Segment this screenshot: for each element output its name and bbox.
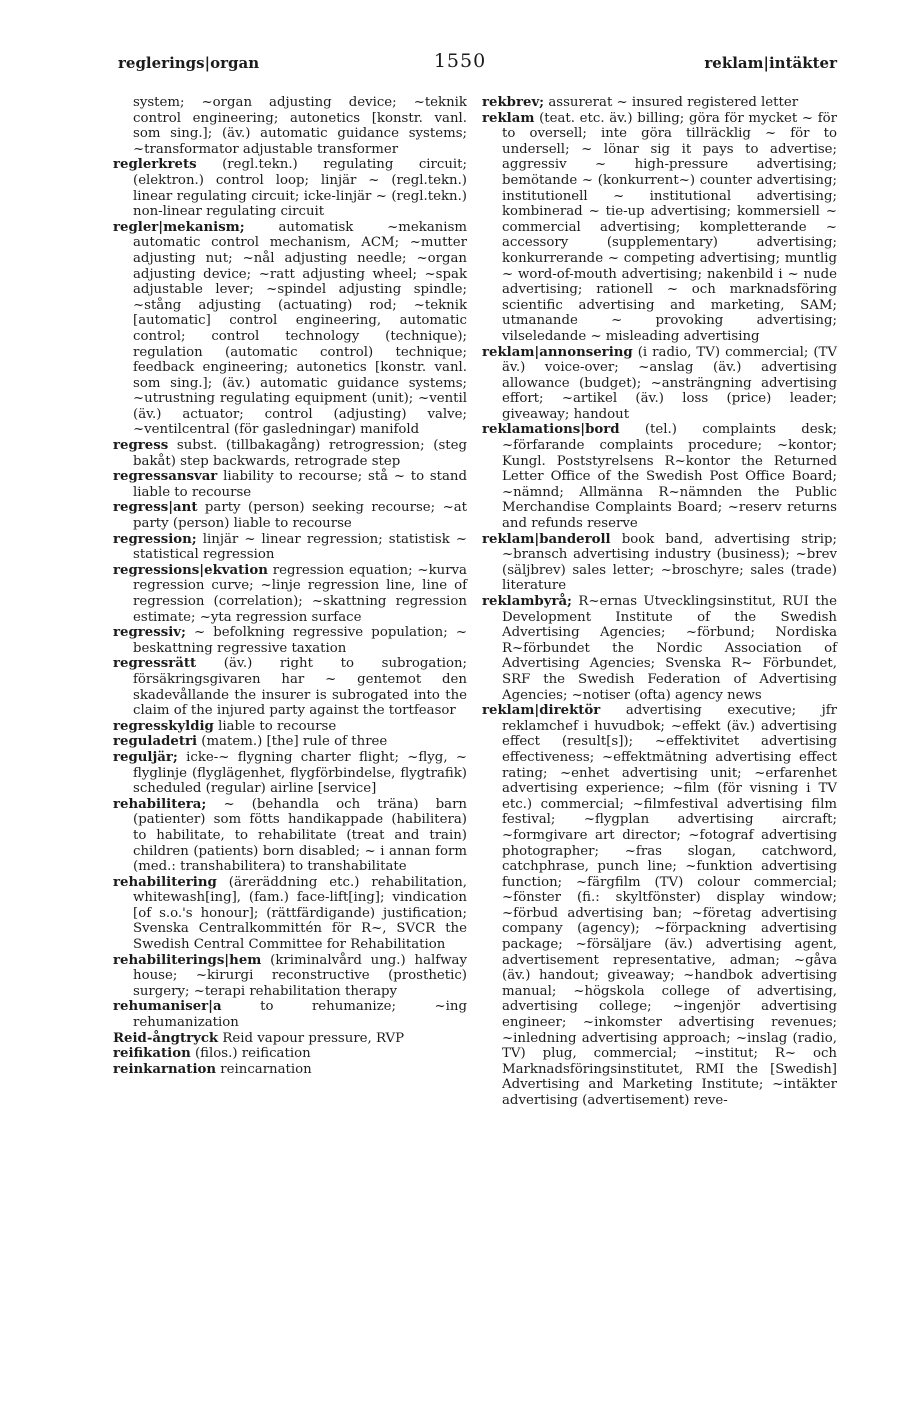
dictionary-entry	[482, 594, 837, 703]
dictionary-entry	[113, 95, 467, 157]
dictionary-entry	[482, 532, 837, 594]
dictionary-entry	[113, 750, 467, 797]
entry-text: (kriminalvård ung.) halfway house; ~kirurgi reconstructive (prosthetic) surgery; ~terapi rehabilitation therapy	[133, 952, 467, 999]
right-column	[482, 95, 837, 1109]
entry-text: party (person) seeking recourse; ~at party (person) liable to recourse	[133, 500, 467, 532]
entry-headword: regress|ant	[113, 500, 198, 516]
entry-text: book band, advertising strip; ~bransch advertising industry (business); ~brev (säljbrev) sales letter; ~broschyre; sales (trade) literature	[502, 531, 837, 594]
entry-headword: rehabilitera;	[113, 796, 207, 812]
entry-text: regression equation; ~kurva regression curve; ~linje regression line, line of regression (correlation); ~skattning regression estimate; ~yta regression surface	[133, 562, 467, 625]
dictionary-entry	[113, 220, 467, 438]
entry-text: advertising executive; jfr reklamchef i huvudbok; ~effekt (äv.) advertising effect (result[s]); ~effektivitet advertising effectiveness; ~effektmätning advertising effect rating; ~enhet advertising unit; ~erfarenhet advertising experience; ~film (för visning i TV etc.) commercial; ~filmfestival advertising film festival; ~flygplan advertising aircraft; ~formgivare art director; ~fotograf advertising photographer; ~fras slogan, catchword, catchphrase, punch line; ~funktion advertising function; ~färgfilm (TV) colour commercial; ~fönster (fi.: skyltfönster) display window; ~förbud advertising ban; ~företag advertising company (agency); ~förpackning advertising package; ~försäljare (äv.) advertising agent, advertisement representative, adman; ~gåva (äv.) handout; giveaway; ~handbok advertising manual; ~högskola college of advertising, advertising college; ~ingenjör advertising engineer; ~inkomster advertising revenues; ~inledning advertising approach; ~inslag (radio, TV) plug, commercial; ~institut; R~ och Marknadsföringsinstitutet, RMI the [Swedish] Advertising and Marketing Institute; ~intäkter advertising (advertisement) reve-	[502, 703, 837, 1108]
entry-headword: reklamations|bord	[482, 422, 620, 438]
entry-text: (filos.) reification	[194, 1046, 311, 1062]
dictionary-entry	[113, 719, 467, 735]
entry-headword: rehumaniser|a	[113, 999, 222, 1015]
entry-headword: regressiv;	[113, 625, 186, 641]
entry-text: to rehumanize; ~ing rehumanization	[133, 999, 467, 1031]
dictionary-entry	[482, 703, 837, 1108]
dictionary-entry	[113, 438, 467, 469]
entry-headword: reguladetri	[113, 734, 198, 750]
entry-text: R~ernas Utvecklingsinstitut, RUI the Development Institute of the Swedish Advertising Agencies; ~förbund; Nordiska R~förbundet the Nordic Association of Advertising Agencies; Svenska R~ Förbundet, SRF the Swedish Federation of Advertising Agencies; ~notiser (ofta) agency news	[502, 594, 837, 703]
entry-headword: reklam	[482, 110, 535, 126]
entry-text: ~ (behandla och träna) barn (patienter) som fötts handikappade (habilitera) to habilitate, to rehabilitate (treat and train) children (patients) born disabled; ~ i annan form (med.: transhabilitera) to transhabilitate	[133, 796, 467, 875]
entry-headword: rehabiliterings|hem	[113, 952, 262, 968]
entry-text: subst. (tillbakagång) retrogression; (steg bakåt) step backwards, retrograde step	[133, 438, 467, 469]
entry-headword: reinkarnation	[113, 1061, 217, 1077]
entry-headword: rekbrev;	[482, 95, 545, 110]
running-head-right: reklam|intäkter	[704, 54, 837, 72]
entry-headword: regressansvar	[113, 469, 218, 485]
page-number: 1550	[433, 50, 487, 72]
dictionary-entry	[113, 875, 467, 953]
entry-text: system; ~organ adjusting device; ~teknik control engineering; autonetics [konstr. vanl. som sing.]; (äv.) automatic guidance systems; ~transformator adjustable transformer	[133, 95, 467, 157]
dictionary-entry	[113, 656, 467, 718]
dictionary-entry	[113, 500, 467, 531]
dictionary-entry	[113, 532, 467, 563]
entry-headword: reklambyrå;	[482, 594, 572, 609]
entry-text: icke-~ flygning charter flight; ~flyg, ~ flyglinje (flyglägenhet, flygförbindelse, flygtrafik) scheduled (regular) airline [service]	[133, 749, 467, 797]
entry-text: (äv.) right to subrogation; försäkringsgivaren har ~ gentemot den skadevållande the insurer is subrogated into the claim of the injured party against the tortfeasor	[133, 656, 467, 719]
entry-headword: regressrätt	[113, 656, 197, 672]
left-column	[113, 95, 467, 1077]
entry-text: liability to recourse; stå ~ to stand liable to recourse	[133, 469, 467, 500]
entry-headword: regressions|ekvation	[113, 562, 268, 578]
entry-headword: reklam|banderoll	[482, 531, 611, 547]
entry-headword: regresskyldig	[113, 718, 214, 734]
dictionary-entry	[113, 1031, 467, 1047]
entry-text: liable to recourse	[218, 718, 337, 734]
entry-headword: reklam|direktör	[482, 703, 601, 719]
entry-text: assurerat ~ insured registered letter	[548, 95, 799, 110]
dictionary-entry	[482, 95, 837, 111]
dictionary-entry	[113, 797, 467, 875]
dictionary-entry	[113, 625, 467, 656]
entry-headword: reifikation	[113, 1046, 191, 1062]
dictionary-entry	[113, 999, 467, 1030]
entry-headword: regression;	[113, 531, 197, 547]
entry-headword: reglerkrets	[113, 157, 197, 173]
running-head-left: reglerings|organ	[118, 54, 260, 72]
entry-text: (teat. etc. äv.) billing; göra för mycket ~ för to oversell; inte göra tillräcklig ~ för to undersell; ~ lönar sig it pays to advertise; aggressiv ~ high-pressure advertising; bemötande ~ (konkurrent~) counter advertising; institutionell ~ institutional advertising; kombinerad ~ tie-up advertising; kommersiell ~ commercial advertising; kompletterande ~ accessory (supplementary) advertising; konkurrerande ~ competing advertising; muntlig ~ word-of-mouth advertising; nakenbild i ~ nude advertising; rationell ~ och marknadsföring scientific advertising and marketing, SAM; utmanande ~ provoking advertising; vilseledande ~ misleading advertising	[502, 110, 837, 344]
dictionary-entry	[113, 469, 467, 500]
entry-headword: regler|mekanism;	[113, 219, 245, 235]
dictionary-entry	[113, 1062, 467, 1078]
entry-text: automatisk ~mekanism automatic control mechanism, ACM; ~mutter adjusting nut; ~nål adjusting needle; ~organ adjusting device; ~ratt adjusting wheel; ~spak adjustable lever; ~spindel adjusting spindle; ~stång adjusting (actuating) rod; ~teknik [automatic] control engineering, automatic control; control technology (technique); regulation (automatic control) technique; feedback engineering; autonetics [konstr. vanl. som sing.]; (äv.) automatic guidance systems; ~utrustning regulating equipment (unit); ~ventil (äv.) actuator; control (adjusting) valve; ~ventilcentral (för gasledningar) manifold	[133, 219, 467, 438]
dictionary-entry	[113, 563, 467, 625]
entry-text: (äreräddning etc.) rehabilitation, whitewash[ing], (fam.) face-lift[ing]; vindication [of s.o.'s honour]; (rättfärdigande) justification; Svenska Centralkommittén för R~, SVCR the Swedish Central Committee for Rehabilitation	[133, 874, 467, 953]
entry-text: (i radio, TV) commercial; (TV äv.) voice-over; ~anslag (äv.) advertising allowance (budget); ~ansträngning advertising effort; ~artikel (äv.) loss (price) leader; giveaway; handout	[502, 344, 837, 422]
entry-headword: regress	[113, 438, 169, 454]
entry-headword: reklam|annonsering	[482, 344, 633, 360]
entry-text: ~ befolkning regressive population; ~ beskattning regressive taxation	[133, 625, 467, 656]
entry-headword: reguljär;	[113, 749, 178, 765]
entry-text: reincarnation	[220, 1061, 312, 1077]
dictionary-entry	[482, 422, 837, 531]
entry-text: Reid vapour pressure, RVP	[222, 1030, 405, 1046]
dictionary-entry	[482, 111, 837, 345]
entry-text: (regl.tekn.) regulating circuit; (elektron.) control loop; linjär ~ (regl.tekn.) linear regulating circuit; icke-linjär ~ (regl.tekn.) non-linear regulating circuit	[133, 157, 467, 220]
entry-text: (tel.) complaints desk; ~förfarande complaints procedure; ~kontor; Kungl. Poststyrelsens R~kontor the Returned Letter Office of the Swedish Post Office Board; ~nämnd; Allmänna R~nämnden the Public Merchandise Complaints Board; ~reserv returns and refunds reserve	[502, 422, 837, 532]
dictionary-entry	[113, 1046, 467, 1062]
entry-headword: Reid-ångtryck	[113, 1030, 219, 1046]
entry-text: linjär ~ linear regression; statistisk ~ statistical regression	[133, 531, 467, 563]
entry-headword: rehabilitering	[113, 874, 217, 890]
dictionary-entry	[482, 345, 837, 423]
dictionary-entry	[113, 734, 467, 750]
dictionary-entry	[113, 157, 467, 219]
dictionary-entry	[113, 953, 467, 1000]
entry-text: (matem.) [the] rule of three	[201, 734, 388, 750]
